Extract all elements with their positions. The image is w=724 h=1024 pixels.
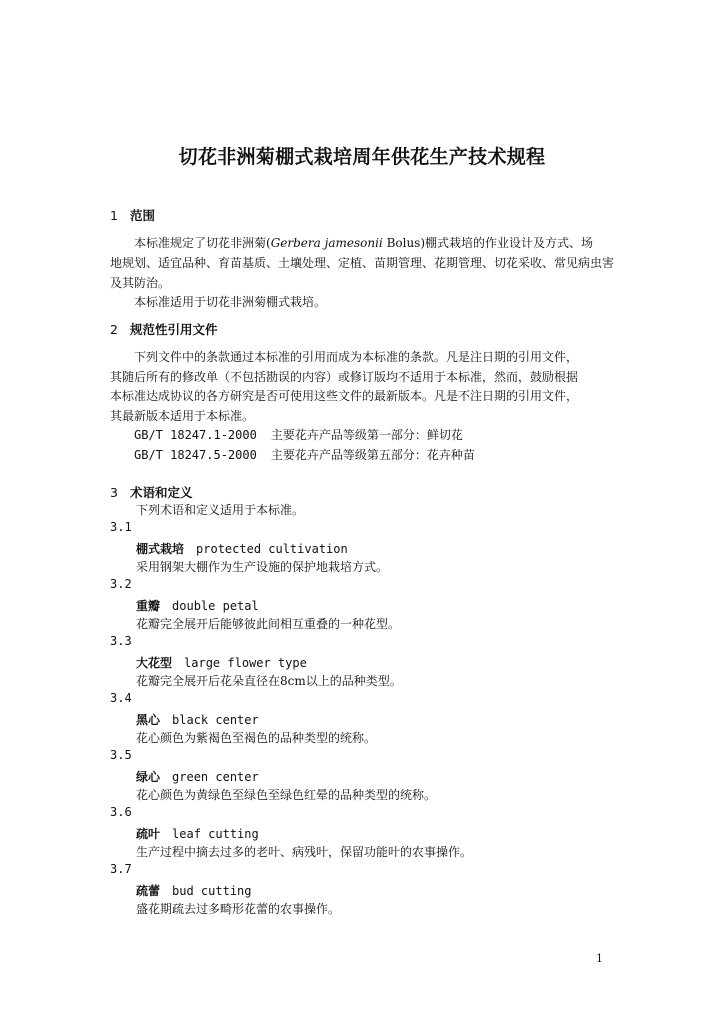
- section-heading-terms: [110, 483, 193, 501]
- term-cn: 重瓣: [136, 599, 161, 613]
- reference-item: [134, 445, 475, 465]
- reference-code: GB/T 18247.1-2000: [134, 428, 257, 442]
- term-title: [136, 597, 259, 614]
- scope-paragraph-line1: [134, 233, 593, 253]
- section-heading-scope: [110, 206, 155, 224]
- section-heading-normative: [110, 320, 218, 338]
- term-title: [136, 882, 252, 899]
- term-title: [136, 654, 307, 671]
- term-number: 3.4: [110, 691, 132, 705]
- reference-title: 主要花卉产品等级第五部分：花卉种苗: [270, 448, 475, 462]
- reference-title: 主要花卉产品等级第一部分：鲜切花: [270, 428, 463, 442]
- scope-text: 本标准规定了切花非洲菊(: [134, 236, 271, 250]
- section-title: 术语和定义: [130, 485, 193, 500]
- term-cn: 疏叶: [136, 827, 161, 841]
- term-cn: 疏蕾: [136, 884, 161, 898]
- normative-line2: 其随后所有的修改单（不包括勘误的内容）或修订版均不适用于本标准，然而，鼓励根据: [110, 370, 579, 384]
- scope-text: Bolus)棚式栽培的作业设计及方式、场: [382, 236, 594, 250]
- term-en: bud cutting: [172, 884, 252, 898]
- term-en: leaf cutting: [172, 827, 259, 841]
- scope-paragraph-2: 本标准适用于切花非洲菊棚式栽培。: [134, 295, 327, 309]
- page-number: 1: [596, 952, 603, 965]
- term-en: green center: [172, 770, 259, 784]
- term-en: large flower type: [184, 656, 307, 670]
- scope-paragraph-line2: 地规划、适宜品种、育苗基质、土壤处理、定植、苗期管理、花期管理、切花采收、常见病虫害: [110, 256, 615, 270]
- term-definition: 生产过程中摘去过多的老叶、病残叶，保留功能叶的农事操作。: [136, 845, 473, 859]
- reference-code: GB/T 18247.5-2000: [134, 448, 257, 462]
- term-en: black center: [172, 713, 259, 727]
- section-number: 1: [110, 208, 118, 223]
- term-number: 3.2: [110, 577, 132, 591]
- term-number: 3.3: [110, 634, 132, 648]
- term-cn: 绿心: [136, 770, 161, 784]
- term-number: 3.1: [110, 520, 132, 534]
- term-en: protected cultivation: [196, 542, 348, 556]
- term-definition: 花瓣完全展开后花朵直径在8cm以上的品种类型。: [136, 674, 402, 688]
- term-definition: 花心颜色为黄绿色至绿色至绿色红晕的品种类型的统称。: [136, 788, 437, 802]
- normative-line1: 下列文件中的条款通过本标准的引用而成为本标准的条款。凡是注日期的引用文件，: [134, 350, 579, 364]
- normative-line3: 本标准达成协议的各方研究是否可使用这些文件的最新版本。凡是不注日期的引用文件，: [110, 389, 579, 403]
- term-cn: 大花型: [136, 656, 173, 670]
- page-title: 切花非洲菊棚式栽培周年供花生产技术规程: [178, 146, 546, 168]
- term-definition: 花心颜色为紫褐色至褐色的品种类型的统称。: [136, 731, 377, 745]
- section-title: 规范性引用文件: [130, 322, 218, 337]
- term-title: [136, 711, 259, 728]
- term-number: 3.6: [110, 805, 132, 819]
- scope-paragraph-line3: 及其防治。: [110, 276, 171, 290]
- latin-name: Gerbera jamesonii: [270, 236, 383, 250]
- term-number: 3.7: [110, 862, 132, 876]
- term-cn: 棚式栽培: [136, 542, 185, 556]
- term-title: [136, 825, 259, 842]
- term-en: double petal: [172, 599, 259, 613]
- term-title: [136, 768, 259, 785]
- term-title: [136, 540, 348, 557]
- term-cn: 黑心: [136, 713, 161, 727]
- normative-line4: 其最新版本适用于本标准。: [110, 409, 255, 423]
- term-number: 3.5: [110, 748, 132, 762]
- terms-intro: 下列术语和定义适用于本标准。: [136, 503, 305, 517]
- term-definition: 花瓣完全展开后能够彼此间相互重叠的一种花型。: [136, 617, 401, 631]
- section-number: 3: [110, 485, 118, 500]
- reference-item: [134, 425, 463, 445]
- section-number: 2: [110, 322, 118, 337]
- term-definition: 盛花期疏去过多畸形花蕾的农事操作。: [136, 902, 341, 916]
- term-definition: 采用钢架大棚作为生产设施的保护地栽培方式。: [136, 560, 389, 574]
- section-title: 范围: [130, 208, 156, 223]
